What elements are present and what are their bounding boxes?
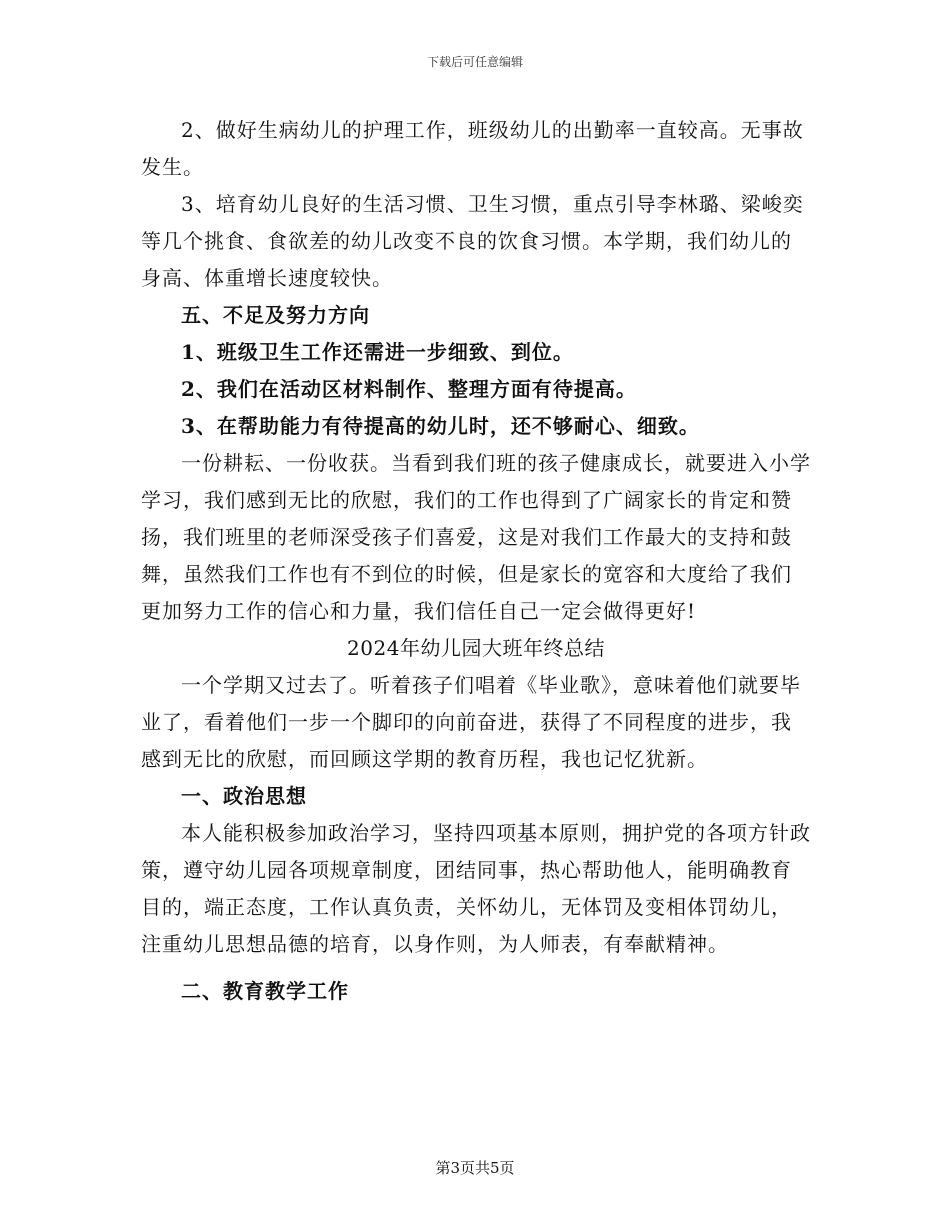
paragraph-habits: 3、培育幼儿良好的生活习惯、卫生习惯，重点引导李林璐、梁峻奕等几个挑食、食欲差的幼儿改变不良的饮食习惯。本学期，我们幼儿的身高、体重增长速度较快。 xyxy=(141,192,804,290)
page-header: 下载后可任意编辑 xyxy=(426,55,523,69)
page-footer: 第3页共5页 xyxy=(435,1159,515,1177)
paragraph-care-work: 2、做好生病幼儿的护理工作，班级幼儿的出勤率一直较高。无事故发生。 xyxy=(141,118,804,179)
heading-political-thought: 一、政治思想 xyxy=(181,784,307,808)
shortcoming-item-1: 1、班级卫生工作还需进一步细致、到位。 xyxy=(181,340,574,364)
paragraph-intro: 一个学期又过去了。听着孩子们唱着《毕业歌》，意味着他们就要毕业了，看着他们一步一个脚印的向前奋进，获得了不同程度的进步，我感到无比的欣慰，而回顾这学期的教育历程，我也记忆犹新。 xyxy=(141,673,801,771)
heading-shortcomings: 五、不足及努力方向 xyxy=(181,303,370,327)
section-title: 2024年幼儿园大班年终总结 xyxy=(347,636,605,660)
paragraph-political-thought: 本人能积极参加政治学习，坚持四项基本原则，拥护党的各项方针政策，遵守幼儿园各项规章制度，团结同事，热心帮助他人，能明确教育目的，端正态度，工作认真负责，关怀幼儿，无体罚及变相体罚幼儿，注重幼儿思想品德的培育，以身作则，为人师表，有奉献精神。 xyxy=(141,821,811,956)
heading-teaching-work: 二、教育教学工作 xyxy=(181,979,349,1003)
shortcoming-item-2: 2、我们在活动区材料制作、整理方面有待提高。 xyxy=(181,377,637,401)
document-body xyxy=(141,112,811,1010)
paragraph-conclusion: 一份耕耘、一份收获。当看到我们班的孩子健康成长，就要进入小学学习，我们感到无比的欣慰，我们的工作也得到了广阔家长的肯定和赞扬，我们班里的老师深受孩子们喜爱，这是对我们工作最大的支持和鼓舞，虽然我们工作也有不到位的时候，但是家长的宽容和大度给了我们更加努力工作的信心和力量，我们信任自己一定会做得更好! xyxy=(141,451,811,623)
shortcoming-item-3: 3、在帮助能力有待提高的幼儿时，还不够耐心、细致。 xyxy=(181,414,700,438)
